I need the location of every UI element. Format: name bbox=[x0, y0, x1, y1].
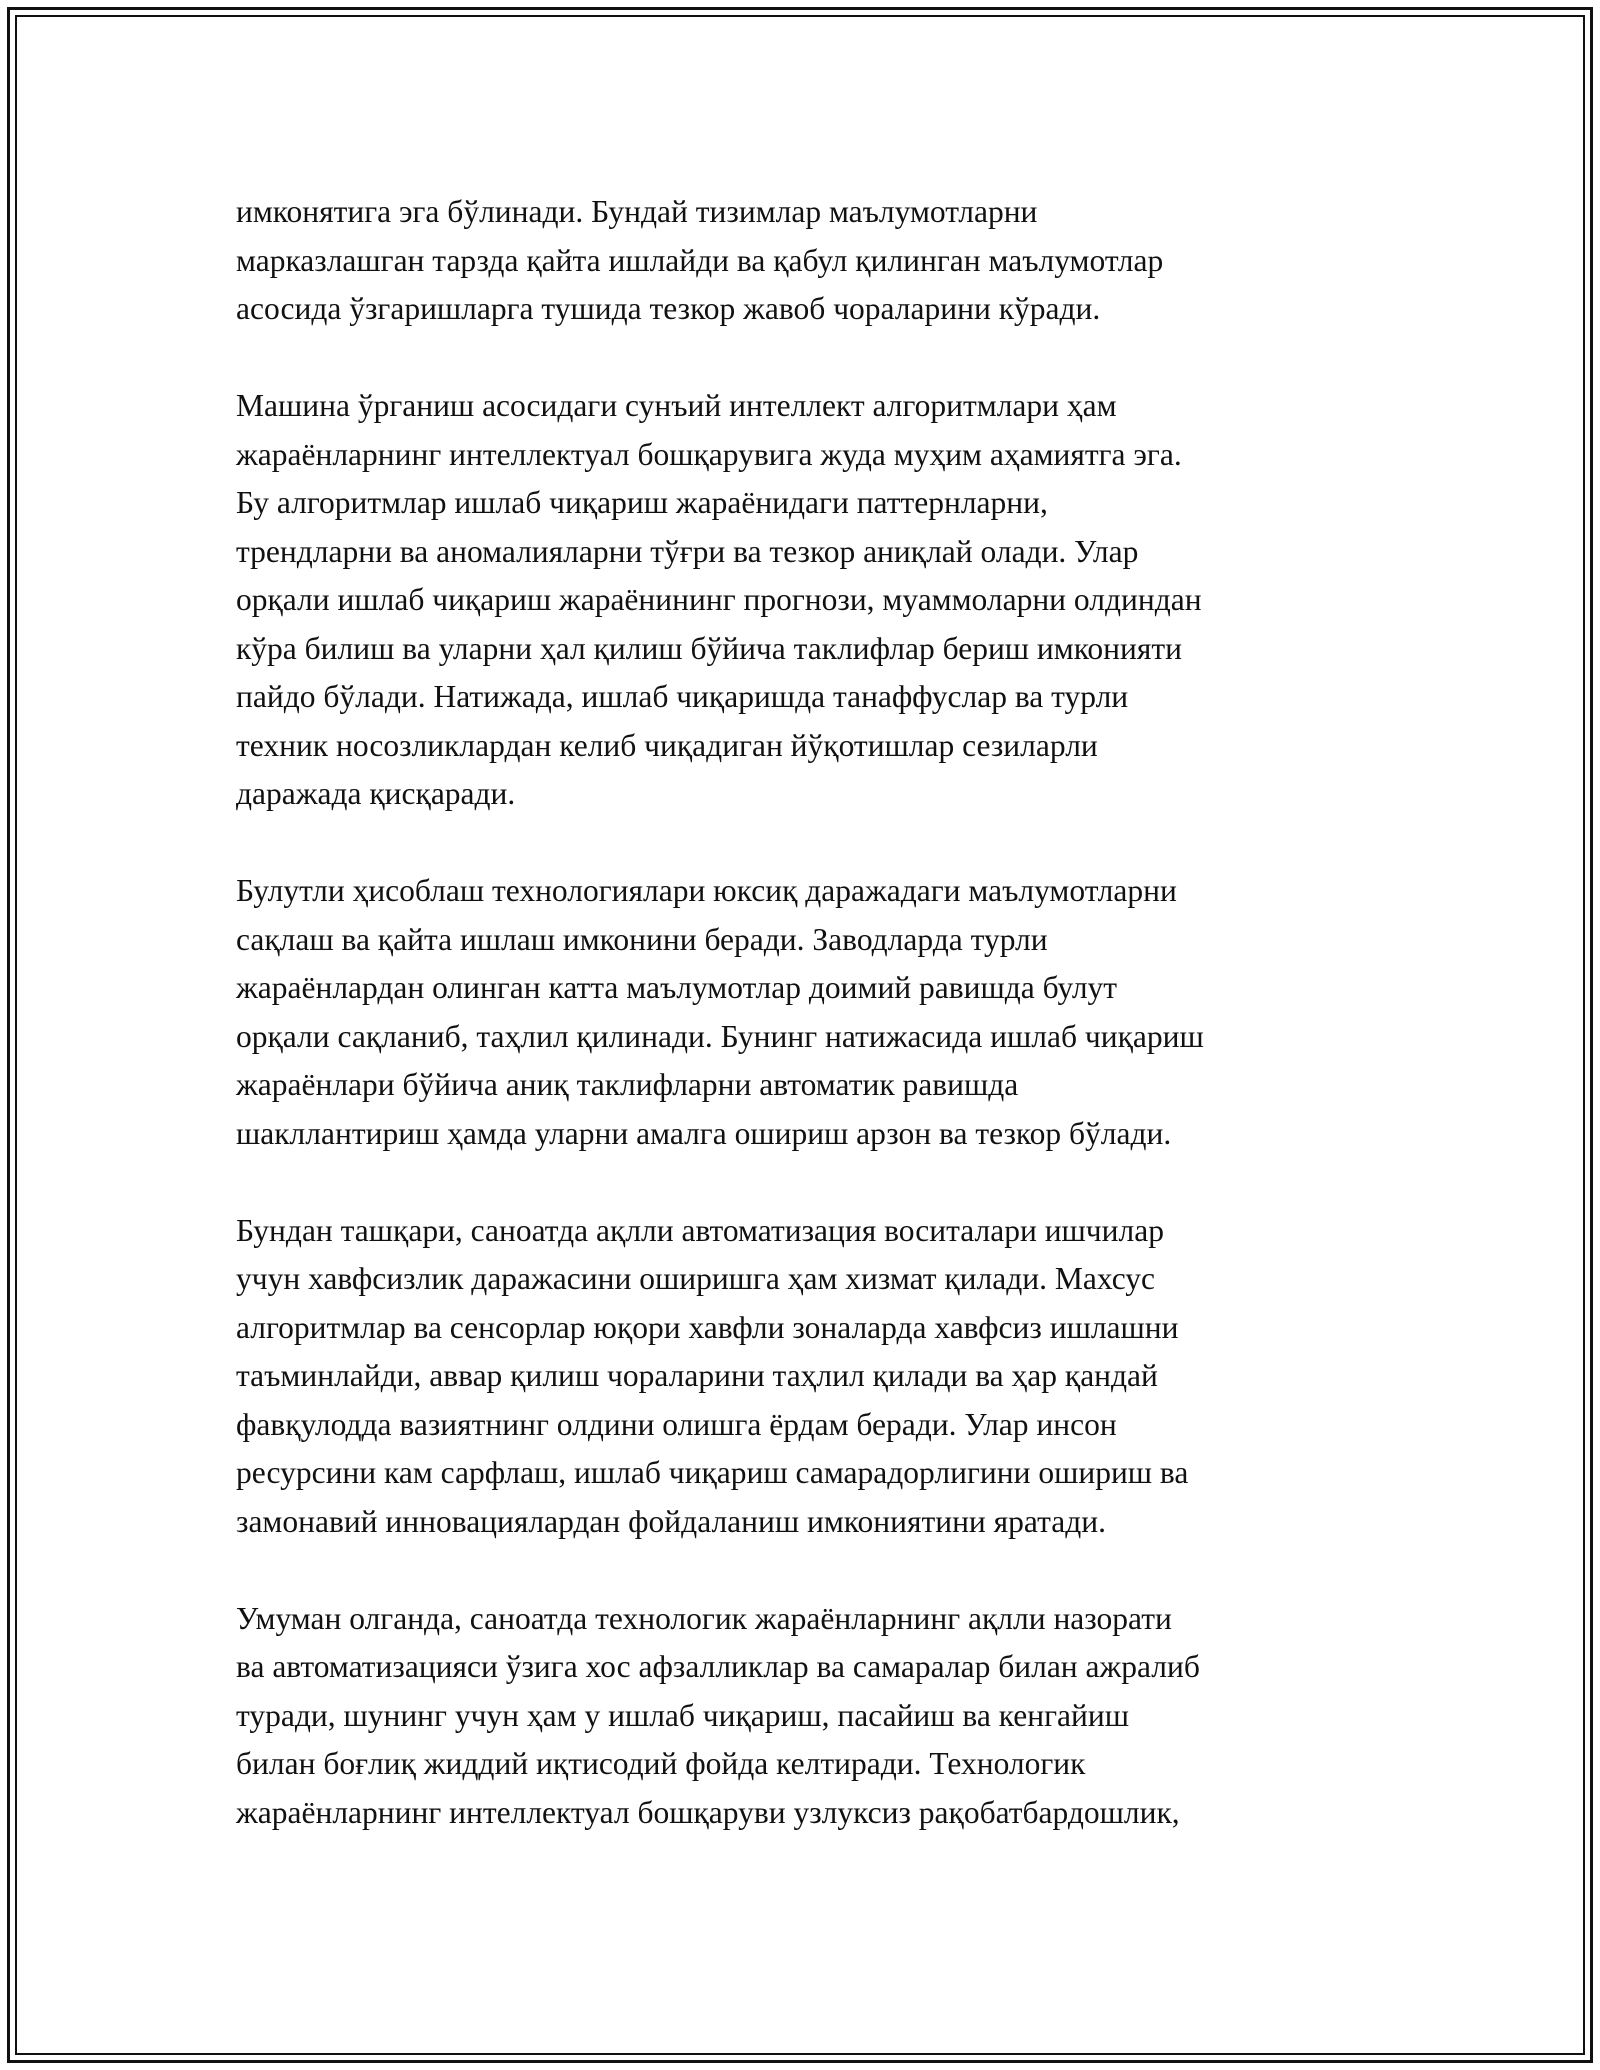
text-line: пайдо бўлади. Натижада, ишлаб чиқаришда танаффуслар ва турли bbox=[236, 679, 1129, 714]
document-body bbox=[236, 188, 1386, 1837]
text-line: таъминлайди, аввар қилиш чораларини таҳлил қилади ва ҳар қандай bbox=[236, 1358, 1158, 1393]
text-line: жараёнлари бўйича аниқ таклифларни автоматик равишда bbox=[236, 1067, 1019, 1102]
paragraph-4 bbox=[236, 1207, 1386, 1547]
paragraph-2 bbox=[236, 382, 1386, 819]
paragraph-1 bbox=[236, 188, 1386, 334]
paragraph-spacer bbox=[236, 1158, 1386, 1207]
text-line: сақлаш ва қайта ишлаш имконини беради. Заводларда турли bbox=[236, 921, 1048, 957]
text-line: шакллантириш ҳамда уларни амалга ошириш арзон ва тезкор бўлади. bbox=[236, 1115, 1172, 1151]
paragraph-spacer bbox=[236, 334, 1386, 383]
text-line: асосида ўзгаришларга тушида тезкор жавоб чораларини кўради. bbox=[236, 291, 1101, 326]
text-line: учун хавфсизлик даражасини оширишга ҳам хизмат қилади. Махсус bbox=[236, 1261, 1156, 1296]
text-line: ресурсини кам сарфлаш, ишлаб чиқариш самарадорлигини ошириш ва bbox=[236, 1455, 1189, 1490]
text-line: жараёнларнинг интеллектуал бошқаруви узлуксиз рақобатбардошлик, bbox=[236, 1794, 1180, 1830]
paragraph-spacer bbox=[236, 1546, 1386, 1595]
text-line: Бундан ташқари, саноатда ақлли автоматизация воситалари ишчилар bbox=[236, 1212, 1164, 1248]
text-line: фавқулодда вазиятнинг олдини олишга ёрдам беради. Улар инсон bbox=[236, 1406, 1117, 1442]
paragraph-spacer bbox=[236, 819, 1386, 868]
text-line: орқали сақланиб, таҳлил қилинади. Бунинг натижасида ишлаб чиқариш bbox=[236, 1018, 1204, 1054]
text-line: имконятига эга бўлинади. Бундай тизимлар маълумотларни bbox=[236, 194, 1038, 229]
text-line: алгоритмлар ва сенсорлар юқори хавфли зоналарда хавфсиз ишлашни bbox=[236, 1309, 1179, 1345]
text-line: Булутли ҳисоблаш технологиялари юксиқ даражадаги маълумотларни bbox=[236, 873, 1177, 908]
text-line: ва автоматизацияси ўзига хос афзалликлар ва самаралар билан ажралиб bbox=[236, 1649, 1200, 1684]
text-line: даражада қисқаради. bbox=[236, 776, 516, 811]
text-line: жараёнларнинг интеллектуал бошқарувига жуда муҳим аҳамиятга эга. bbox=[236, 436, 1182, 472]
paragraph-3 bbox=[236, 867, 1386, 1158]
text-line: Умуман олганда, саноатда технологик жараёнларнинг ақлли назорати bbox=[236, 1600, 1172, 1636]
text-line: Машина ўрганиш асосидаги сунъий интеллект алгоритмлари ҳам bbox=[236, 388, 1117, 423]
text-line: замонавий инновациялардан фойдаланиш имкониятини яратади. bbox=[236, 1503, 1106, 1539]
paragraph-5 bbox=[236, 1595, 1386, 1838]
text-line: трендларни ва аномалияларни тўғри ва тезкор аниқлай олади. Улар bbox=[236, 533, 1139, 569]
text-line: марказлашган тарзда қайта ишлайди ва қабул қилинган маълумотлар bbox=[236, 242, 1164, 278]
text-line: жараёнлардан олинган катта маълумотлар доимий равишда булут bbox=[236, 970, 1118, 1005]
text-line: техник носозликлардан келиб чиқадиган йўқотишлар сезиларли bbox=[236, 727, 1098, 763]
text-line: туради, шунинг учун ҳам у ишлаб чиқариш, пасайиш ва кенгайиш bbox=[236, 1697, 1129, 1733]
text-line: орқали ишлаб чиқариш жараёнининг прогнози, муаммоларни олдиндан bbox=[236, 582, 1202, 617]
text-line: кўра билиш ва уларни ҳал қилиш бўйича таклифлар бериш имконияти bbox=[236, 630, 1182, 666]
text-line: билан боғлиқ жиддий иқтисодий фойда келтиради. Технологик bbox=[236, 1746, 1086, 1781]
text-line: Бу алгоритмлар ишлаб чиқариш жараёнидаги паттернларни, bbox=[236, 485, 1048, 520]
